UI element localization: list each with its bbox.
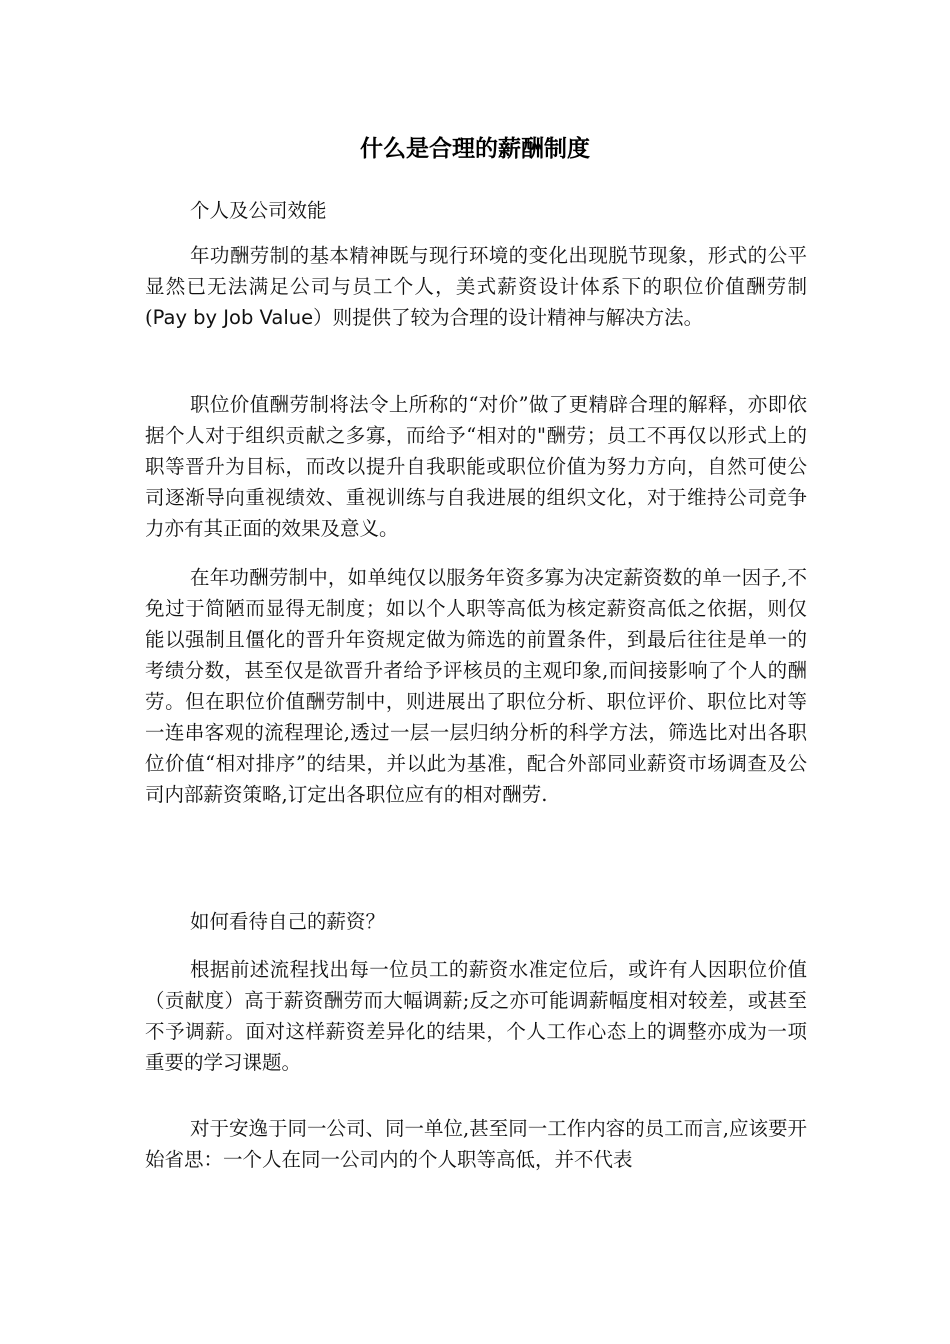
paragraph-seniority-system: 在年功酬劳制中，如单纯仅以服务年资多寡为决定薪资数的单一因子,不免过于简陋而显得无制度；如以个人职等高低为核定薪资高低之依据，则仅能以强制且僵化的晋升年资规定做为筛选的前置条件，到最后往往是单一的考绩分数，甚至仅是欲晋升者给予评核员的主观印象,而间接影响了个人的酬劳。但在职位价值酬劳制中，则进展出了职位分析、职位评价、职位比对等一连串客观的流程理论,透过一层一层归纳分析的科学方法，筛选比对出各职位价值“相对排序”的结果，并以此为基准，配合外部同业薪资市场调查及公司内部薪资策略,订定出各职位应有的相对酬劳. bbox=[145, 566, 807, 806]
english-term: Pay by Job Value bbox=[152, 306, 314, 329]
paragraph-job-value-pay bbox=[145, 240, 807, 333]
paragraph-text: 年功酬劳制的基本精神既与现行环境的变化出现脱节现象，形式的公平显然已无法满足公司与员工个人，美式薪资设计体系下的职位价值酬劳制( bbox=[145, 244, 807, 329]
paragraph-relative-pay: 职位价值酬劳制将法令上所称的“对价”做了更精辟合理的解释，亦即依据个人对于组织贡献之多寡，而给予“相对的"酬劳；员工不再仅以形式上的职等晋升为目标，而改以提升自我职能或职位价值为努力方向，自然可使公司逐渐导向重视绩效、重视训练与自我进展的组织文化，对于维持公司竞争力亦有其正面的效果及意义。 bbox=[145, 393, 807, 540]
section-heading-performance: 个人及公司效能 bbox=[190, 199, 327, 222]
paragraph-text: ）则提供了较为合理的设计精神与解决方法。 bbox=[313, 306, 704, 329]
document-title: 什么是合理的薪酬制度 bbox=[360, 136, 590, 162]
section-heading-view-salary: 如何看待自己的薪资？ bbox=[190, 910, 386, 933]
paragraph-self-reflection: 对于安逸于同一公司、同一单位,甚至同一工作内容的员工而言,应该要开始省思：一个人在同一公司内的个人职等高低，并不代表 bbox=[145, 1117, 807, 1171]
paragraph-salary-positioning: 根据前述流程找出每一位员工的薪资水准定位后，或许有人因职位价值（贡献度）高于薪资酬劳而大幅调薪;反之亦可能调薪幅度相对较差，或甚至不予调薪。面对这样薪资差异化的结果，个人工作心态上的调整亦成为一项重要的学习课题。 bbox=[145, 958, 807, 1074]
